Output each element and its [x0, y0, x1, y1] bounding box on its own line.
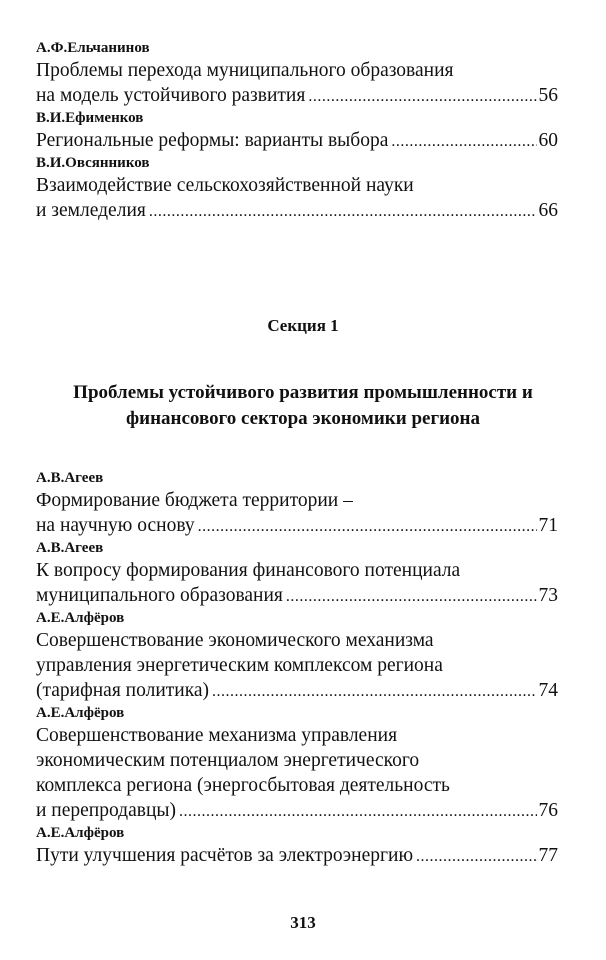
entry-author: А.Е.Алфёров — [36, 610, 125, 626]
entry-title-line: Взаимодействие сельскохозяйственной науки — [36, 175, 414, 196]
entry-title-text: муниципального образования — [36, 585, 283, 606]
entry-author: А.Ф.Ельчанинов — [36, 40, 150, 56]
page-number: 313 — [290, 913, 316, 932]
entry-title-last-line — [36, 583, 558, 608]
entry-title-line: Совершенствование экономического механизма — [36, 630, 434, 651]
entry-title-line: комплекса региона (энергосбытовая деятельность — [36, 775, 450, 796]
entry-page-number: 71 — [538, 515, 558, 536]
entry-title-text: и земледелия — [36, 200, 146, 221]
entry-title-text: на модель устойчивого развития — [36, 85, 306, 106]
entry-title-last-line — [36, 198, 558, 223]
entry-page-number: 76 — [538, 800, 558, 821]
entry-title-last-line — [36, 678, 558, 703]
toc-group-top — [36, 38, 558, 223]
section-title-line: финансового сектора экономики региона — [126, 408, 480, 429]
entry-title-line: экономическим потенциалом энергетического — [36, 750, 420, 771]
entry-title-line: управления энергетическим комплексом региона — [36, 655, 443, 676]
entry-author: В.И.Ефименков — [36, 110, 144, 126]
entry-title-last-line — [36, 843, 558, 868]
section-title-line: Проблемы устойчивого развития промышленности и — [73, 382, 533, 403]
toc-entry — [36, 823, 558, 868]
toc-entry — [36, 608, 558, 703]
entry-title-text: Пути улучшения расчётов за электроэнергию — [36, 845, 414, 866]
entry-title-last-line — [36, 83, 558, 108]
leader-dots — [198, 514, 537, 539]
leader-dots — [308, 84, 536, 109]
leader-dots — [416, 844, 536, 869]
entry-author: А.Е.Алфёров — [36, 825, 125, 841]
leader-dots — [286, 584, 537, 609]
leader-dots — [179, 799, 537, 824]
section-label: Секция 1 — [267, 316, 339, 335]
entry-title-text: (тарифная политика) — [36, 680, 210, 701]
toc-entry — [36, 468, 558, 538]
leader-dots — [391, 129, 536, 154]
entry-page-number: 77 — [538, 845, 558, 866]
entry-author: В.И.Овсянников — [36, 155, 150, 171]
entry-title-line: Совершенствование механизма управления — [36, 725, 398, 746]
toc-entry — [36, 153, 558, 223]
entry-title-last-line — [36, 798, 558, 823]
leader-dots — [149, 199, 537, 224]
toc-group-section — [36, 468, 558, 868]
entry-author: А.Е.Алфёров — [36, 705, 125, 721]
entry-title-line: К вопросу формирования финансового потенциала — [36, 560, 461, 581]
entry-page-number: 56 — [538, 85, 558, 106]
entry-title-last-line — [36, 513, 558, 538]
entry-page-number: 60 — [538, 130, 558, 151]
leader-dots — [212, 679, 536, 704]
entry-page-number: 66 — [538, 200, 558, 221]
entry-title-last-line — [36, 128, 558, 153]
toc-entry — [36, 108, 558, 153]
toc-entry — [36, 703, 558, 823]
entry-title-line: Формирование бюджета территории – — [36, 490, 353, 511]
toc-entry — [36, 38, 558, 108]
toc-entry — [36, 538, 558, 608]
entry-title-text: Региональные реформы: варианты выбора — [36, 130, 389, 151]
entry-author: А.В.Агеев — [36, 540, 104, 556]
entry-title-text: на научную основу — [36, 515, 195, 536]
entry-page-number: 73 — [538, 585, 558, 606]
entry-page-number: 74 — [538, 680, 558, 701]
entry-title-text: и перепродавцы) — [36, 800, 176, 821]
entry-title-line: Проблемы перехода муниципального образования — [36, 60, 454, 81]
entry-author: А.В.Агеев — [36, 470, 104, 486]
